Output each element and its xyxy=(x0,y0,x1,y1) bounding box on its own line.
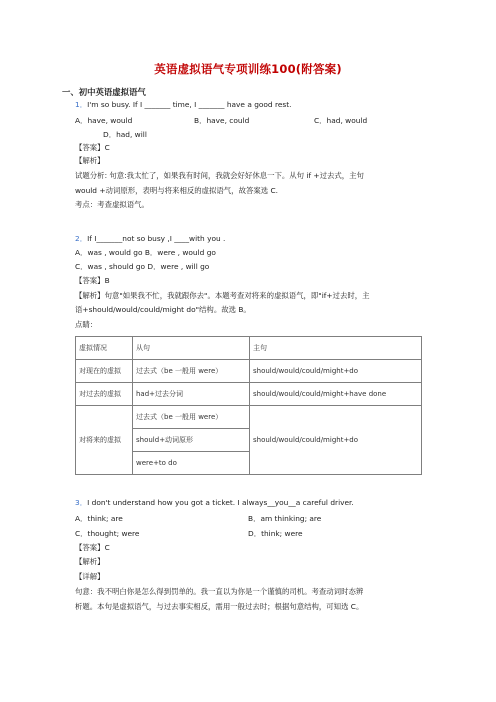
option-d: D．had, will xyxy=(103,130,147,139)
question-number: 1． xyxy=(75,100,88,109)
table-header: 主句 xyxy=(250,337,422,360)
table-cell: should/would/could/might+have done xyxy=(250,383,422,406)
analysis-text: 试题分析: 句意:我太忙了，如果我有时间，我就会好好休息一下。从句 if +过去式，主句 xyxy=(75,171,364,180)
table-row xyxy=(76,337,422,360)
analysis-text: 语+should/would/could/might do"结构。故选 B。 xyxy=(75,305,251,314)
analysis-label: 【解析】 xyxy=(75,557,105,566)
question-3 xyxy=(75,498,354,508)
option-a: A．think; are xyxy=(75,514,123,523)
table-cell: 对将来的虚拟 xyxy=(76,406,133,475)
answer: 【答案】C xyxy=(75,543,110,552)
table-cell: had+过去分词 xyxy=(133,383,250,406)
detail-label: 【详解】 xyxy=(75,572,105,581)
analysis-label: 【解析】 xyxy=(75,156,105,165)
question-number: 3． xyxy=(75,498,88,507)
document-title: 英语虚拟语气专项训练100(附答案) xyxy=(154,62,342,76)
table-header: 从句 xyxy=(133,337,250,360)
grammar-table xyxy=(75,336,422,475)
table-row xyxy=(76,383,422,406)
analysis-text: 【解析】句意"如果我不忙，我就跟你去"。本题考查对将来的虚拟语气，即"if+过去时，主 xyxy=(75,291,370,300)
question-2 xyxy=(75,234,225,244)
detail-text: 析题。本句是虚拟语气，与过去事实相反，需用一般过去时；根据句意结构，可知选 C。 xyxy=(75,602,364,611)
answer: 【答案】B xyxy=(75,276,110,285)
table-cell: 对现在的虚拟 xyxy=(76,360,133,383)
table-cell: 过去式（be 一般用 were） xyxy=(133,360,250,383)
question-number: 2． xyxy=(75,234,88,243)
table-row xyxy=(76,406,422,429)
table-cell: should+动词原形 xyxy=(133,429,250,452)
table-cell: 过去式（be 一般用 were） xyxy=(133,406,250,429)
table-row xyxy=(76,360,422,383)
option-a: A．have, would xyxy=(75,116,133,125)
table-cell: should/would/could/might+do xyxy=(250,406,422,475)
table-cell: were+to do xyxy=(133,452,250,475)
question-stem: If I_______not so busy ,I ____with you . xyxy=(87,234,226,243)
table-cell: should/would/could/might+do xyxy=(250,360,422,383)
table-cell: 对过去的虚拟 xyxy=(76,383,133,406)
answer: 【答案】C xyxy=(75,143,110,152)
options-line: C．was , should go D．were , will go xyxy=(75,262,210,271)
section-heading: 一、初中英语虚拟语气 xyxy=(62,87,146,97)
option-d: D．think; were xyxy=(248,529,303,538)
option-c: C．had, would xyxy=(314,116,368,125)
options-line: A．was , would go B．were , would go xyxy=(75,248,216,257)
question-stem: I don't understand how you got a ticket. I always__you__a careful driver. xyxy=(87,498,354,507)
knowledge-point: 考点：考查虚拟语气。 xyxy=(75,200,149,209)
analysis-text: would +动词原形，表明与将来相反的虚拟语气，故答案选 C. xyxy=(75,186,278,195)
option-b: B．am thinking; are xyxy=(248,514,322,523)
option-c: C．thought; were xyxy=(75,529,140,538)
question-stem: I'm so busy. If I _______ time, I _______ have a good rest. xyxy=(87,100,292,109)
table-header: 虚拟情况 xyxy=(76,337,133,360)
tip-label: 点睛： xyxy=(75,320,98,329)
question-1 xyxy=(75,100,292,110)
detail-text: 句意：我不明白你是怎么得到罚单的。我一直以为你是一个谨慎的司机。考查动词时态辨 xyxy=(75,587,364,596)
option-b: B．have, could xyxy=(194,116,250,125)
